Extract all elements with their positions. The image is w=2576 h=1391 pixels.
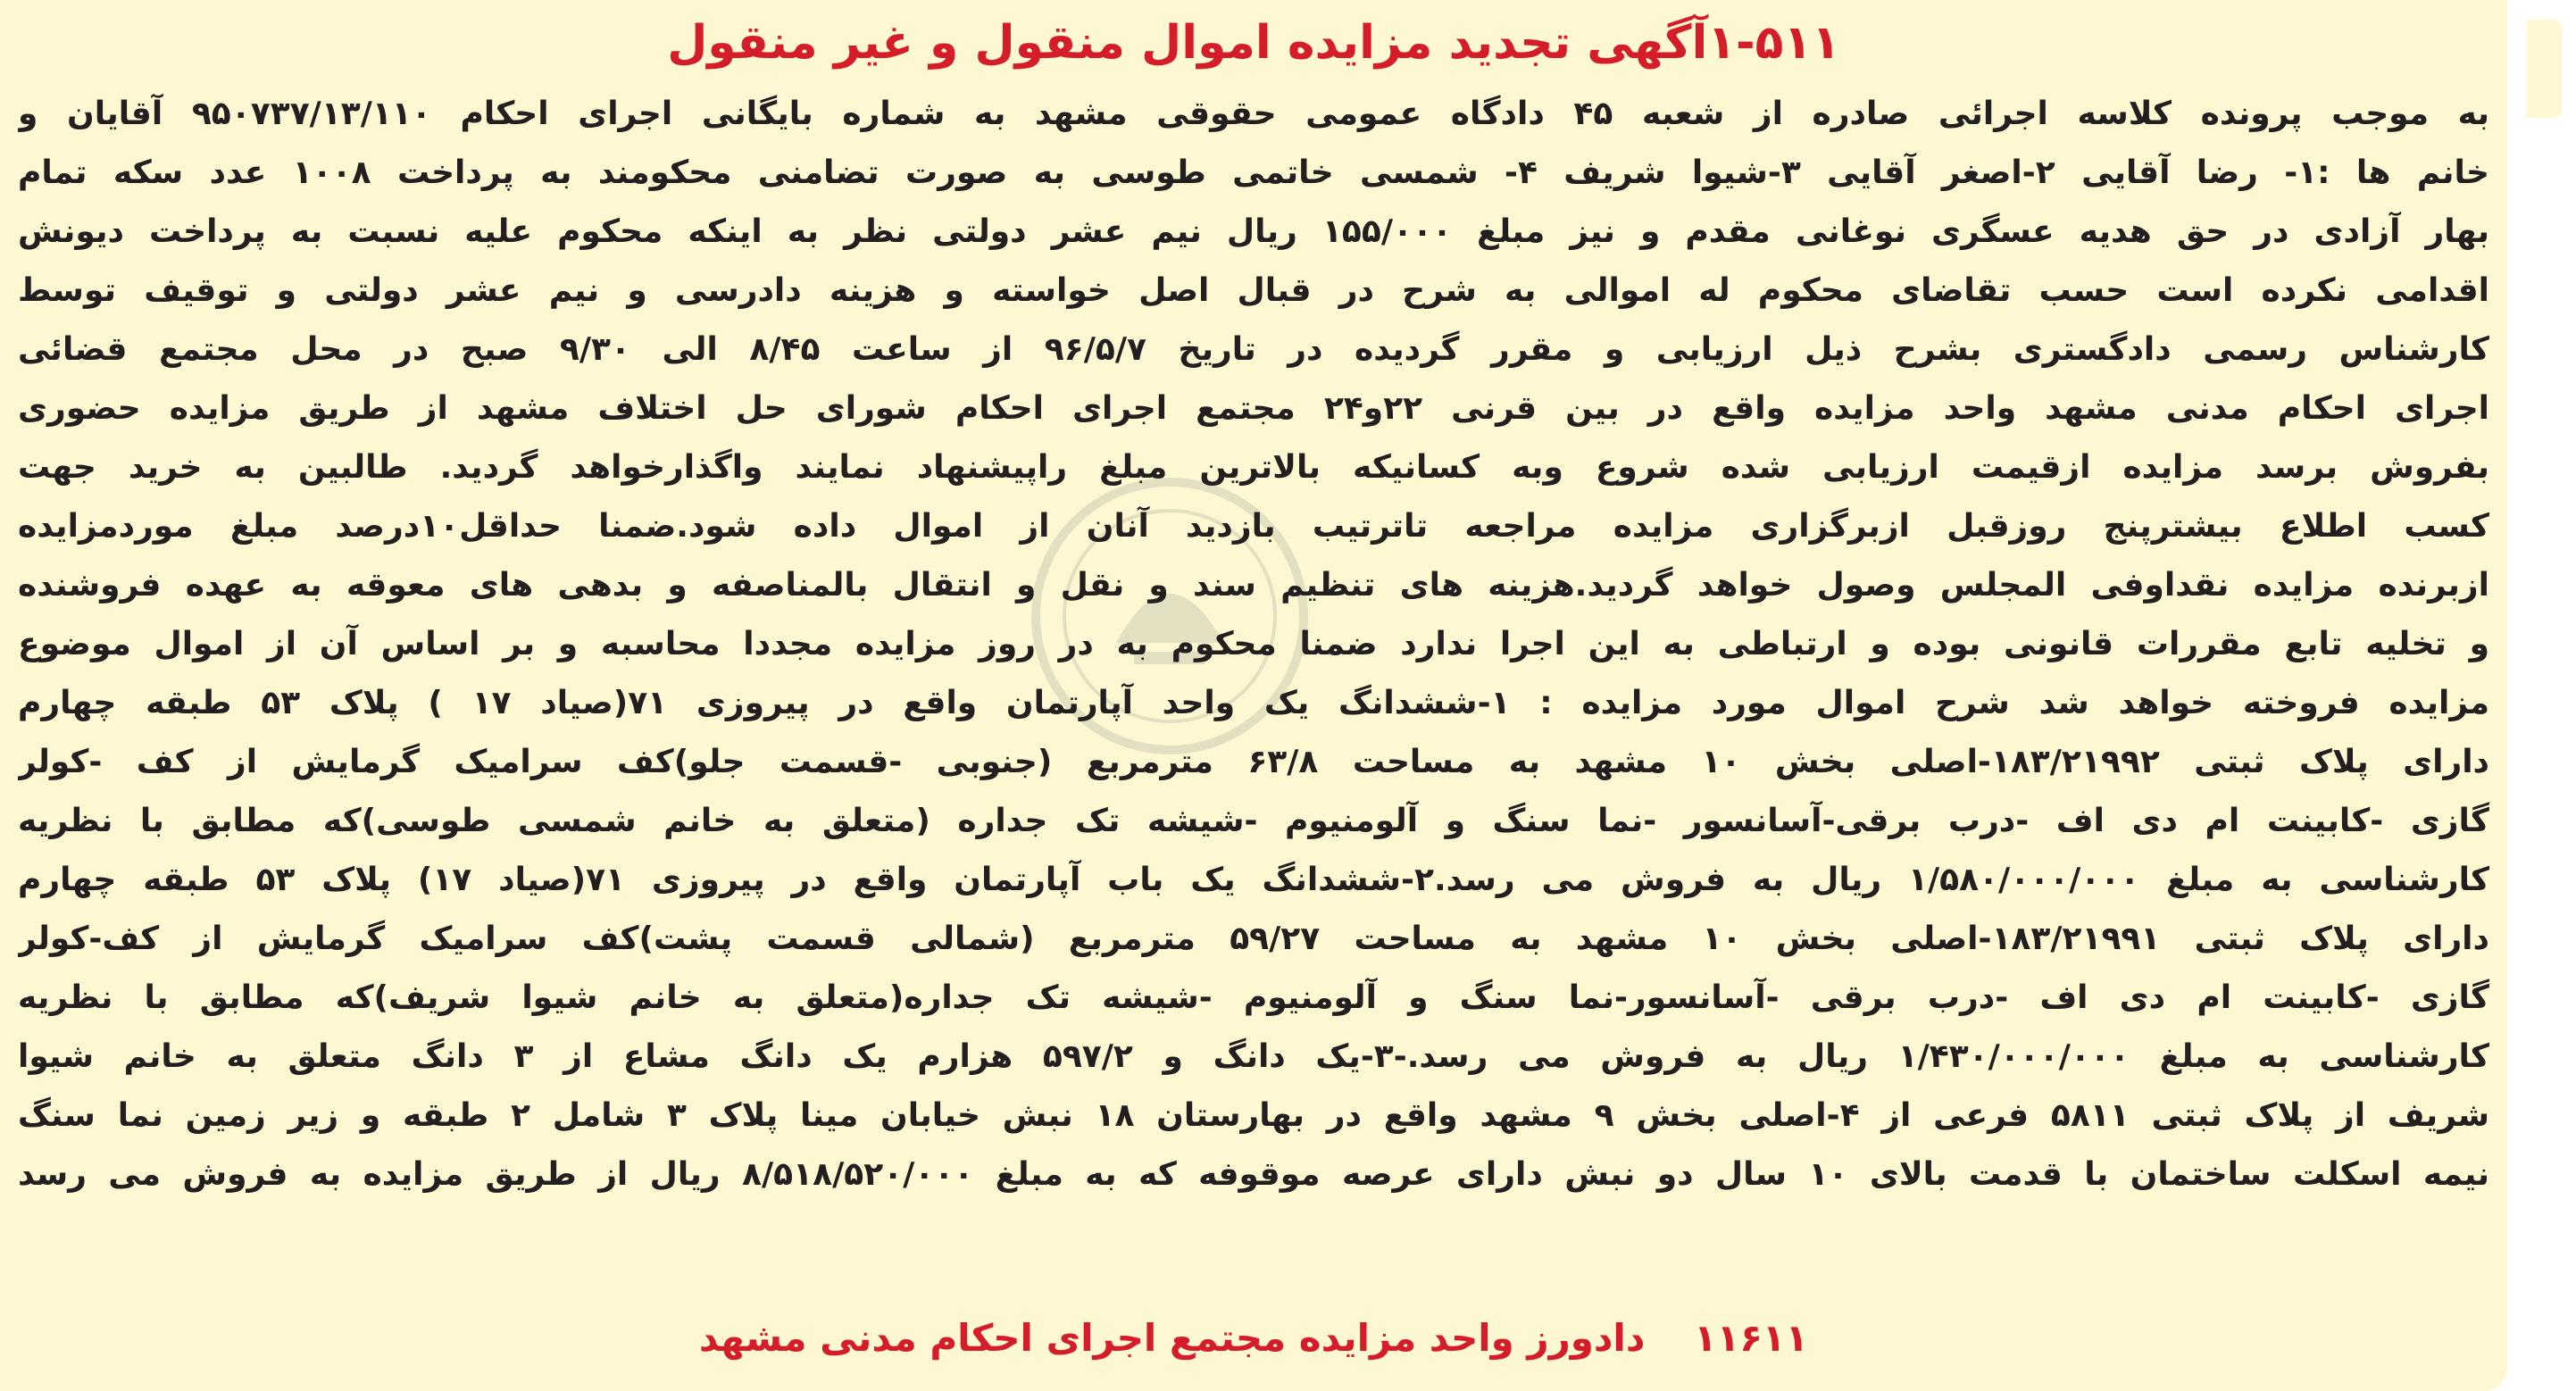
body-line: کارشناسی به مبلغ ۱/۵۸۰/۰۰۰/۰۰۰ ریال به فروش می رسد.۲-ششدانگ یک باب آپارتمان واقع در پیروزی ۷۱(صیاد ۱۷) پلاک ۵۳ طبقه چهارم [18,862,2489,898]
body-line: مزایده فروخته خواهد شد شرح اموال مورد مزایده : ۱-ششدانگ یک واحد آپارتمان واقع در پیروزی ۷۱(صیاد ۱۷ ) پلاک ۵۳ طبقه چهارم [18,685,2489,721]
body-line: گازی -کابینت ام دی اف -درب برقی -آسانسور-نما سنگ و آلومنیوم -شیشه تک جداره(متعلق به خانم شیوا شریف)که مطابق با نظریه [18,979,2489,1016]
body-line: به موجب پرونده کلاسه اجرائی صادره از شعبه ۴۵ دادگاه عمومی حقوقی مشهد به شماره بایگانی اجرای احکام ۹۵۰۷۳۷/۱۳/۱۱۰ آقایان و [18,96,2489,132]
body-line: اجرای احکام مدنی مشهد واحد مزایده واقع در بین قرنی ۲۲و۲۴ مجتمع اجرای احکام شورای حل اختلاف مشهد از طریق مزایده حضوری [18,390,2489,427]
body-line: کارشناس رسمی دادگستری بشرح ذیل ارزیابی و مقرر گردیده در تاریخ ۹۶/۵/۷ از ساعت ۸/۴۵ الی ۹/۳۰ صبح در محل مجتمع قضائی [18,331,2489,368]
body-line: اقدامی نکرده است حسب تقاضای محکوم له اموالی به شرح در قبال اصل خواسته و هزینه دادرسی و نیم عشر دولتی و توقیف توسط [18,272,2489,309]
body-line: گازی -کابینت ام دی اف -درب برقی-آسانسور -نما سنگ و آلومنیوم -شیشه تک جداره (متعلق به خانم شمسی طوسی)که مطابق با نظریه [18,803,2489,839]
body-line: کسب اطلاع بیشترپنج روزقبل ازبرگزاری مزایده مراجعه تاترتیب بازدید آنان از اموال داده شود.ضمنا حداقل۱۰درصد مبلغ موردمزایده [18,508,2489,545]
body-line: بهار آزادی در حق هدیه عسگری نوغانی مقدم و نیز مبلغ ۱۵۵/۰۰۰ ریال نیم عشر دولتی نظر به اینکه محکوم علیه نسبت به پرداخت دیونش [18,213,2489,250]
notice-title: ۱-۵۱۱آگهی تجدید مزایده اموال منقول و غیر منقول [667,16,1840,70]
body-line: ازبرنده مزایده نقداوفی المجلس وصول خواهد گردید.هزینه های تنظیم سند و نقل و انتقال بالمناصفه و بدهی های معوقه به عهده فروشنده [18,567,2489,604]
body-line: نیمه اسکلت ساختمان با قدمت بالای ۱۰ سال دو نبش دارای عرصه موقوفه که به مبلغ ۸/۵۱۸/۵۲۰/۰۰۰ ریال از طریق مزایده به فروش می رسد [18,1156,2489,1193]
notice-body [18,85,2489,1204]
notice-footer [0,1307,2507,1370]
footer-signature: دادورز واحد مزایده مجتمع اجرای احکام مدنی مشهد [698,1316,1646,1360]
body-line: خانم ها :۱- رضا آقایی ۲-اصغر آقایی ۳-شیوا شریف ۴- شمسی خاتمی طوسی به صورت تضامنی محکومند به پرداخت ۱۰۰۸ عدد سکه تمام [18,154,2489,191]
body-line: کارشناسی به مبلغ ۱/۴۳۰/۰۰۰/۰۰۰ ریال به فروش می رسد.-۳-یک دانگ و ۵۹۷/۲ هزارم یک دانگ مشاع از ۳ دانگ متعلق به خانم شیوا [18,1038,2489,1075]
body-line: شریف از پلاک ثبتی ۵۸۱۱ فرعی از ۴-اصلی بخش ۹ مشهد واقع در بهارستان ۱۸ نبش خیابان مینا پلاک ۳ شامل ۲ طبقه و زیر زمین نما سنگ [18,1097,2489,1134]
right-margin [2507,0,2576,1391]
body-line: دارای پلاک ثبتی ۱۸۳/۲۱۹۹۲-اصلی بخش ۱۰ مشهد به مساحت ۶۳/۸ مترمربع (جنوبی -قسمت جلو)کف سرامیک گرمایش از کف -کولر [18,744,2489,780]
right-edge-tab [2527,20,2563,118]
footer-code: ۱۱۶۱۱ [1694,1316,1809,1360]
body-line: دارای پلاک ثبتی ۱۸۳/۲۱۹۹۱-اصلی بخش ۱۰ مشهد به مساحت ۵۹/۲۷ مترمربع (شمالی قسمت پشت)کف سرامیک گرمایش از کف-کولر [18,920,2489,957]
body-line: بفروش برسد مزایده ازقیمت ارزیابی شده شروع وبه کسانیکه بالاترین مبلغ راپیشنهاد نمایند واگذارخواهد گردید. طالبین به خرید جهت [18,449,2489,486]
body-line: و تخلیه تابع مقررات قانونی بوده و ارتباطی به این اجرا ندارد ضمنا محکوم به در روز مزایده مجددا محاسبه و بر اساس آن از اموال موضوع [18,626,2489,662]
